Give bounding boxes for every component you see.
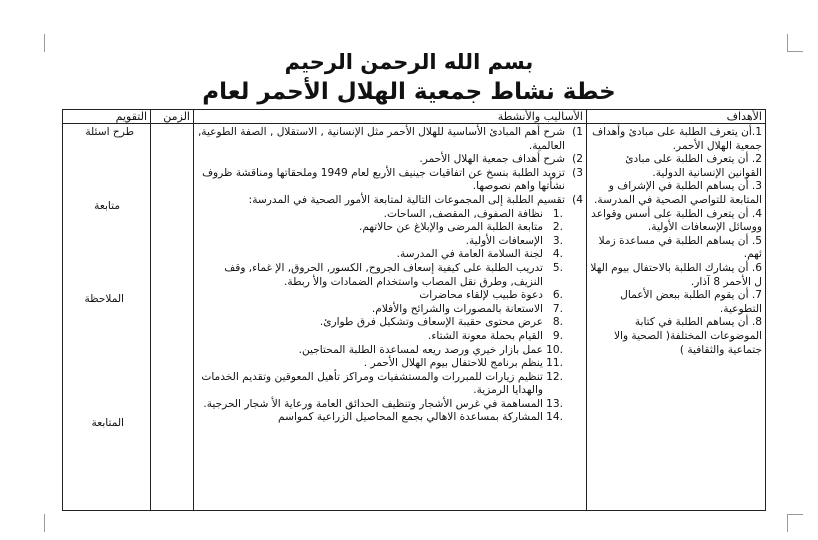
sub-activity-text: دعوة طبيب لإلقاء محاضرات	[419, 289, 543, 302]
activity-number: 3)	[572, 166, 583, 179]
evaluation-cell	[63, 124, 151, 511]
sub-activity-item	[197, 289, 583, 303]
sub-activity-number: .8	[552, 316, 563, 329]
sub-activity-number: .10	[546, 343, 563, 356]
sub-activity-number: .7	[552, 302, 563, 315]
goal-item: 5. أن يساهم الطلبة في مساعدة زملا ئهم.	[598, 234, 762, 261]
sub-activity-text: ينظم برنامج للاحتفال بيوم الهلال الأحمر .	[363, 357, 543, 370]
sub-activity-item	[197, 262, 583, 289]
column-header-evaluation: التقويم	[63, 110, 151, 124]
sub-activity-item	[197, 411, 583, 425]
activity-item	[197, 167, 583, 194]
column-header-methods: الأساليب والأنشطة	[194, 110, 587, 124]
activity-text: شرح أهم المبادئ الأساسية للهلال الأحمر مثل الإنسانية , الاستقلال , الصفة الطوعية, العالمية.	[197, 126, 565, 152]
plan-title: خطة نشاط جمعية الهلال الأحمر لعام	[202, 79, 616, 105]
goal-item: 1.أن يتعرف الطلبة على مبادئ وأهداف جمعية الهلال الأحمر.	[592, 126, 762, 152]
sub-activity-text: الاستعانة بالمصورات والشرائح والأفلام.	[371, 302, 543, 315]
sub-activity-text: القيام بحملة معونة الشتاء.	[428, 329, 543, 342]
activity-item	[197, 194, 583, 208]
sub-activity-number: .2	[552, 221, 563, 234]
sub-activity-item	[197, 344, 583, 358]
sub-activity-item	[197, 221, 583, 235]
evaluation-item: طرح اسئلة	[85, 126, 134, 138]
sub-activity-item	[197, 371, 583, 398]
sub-activity-number: .3	[552, 234, 563, 247]
sub-activity-text: لجنة السلامة العامة في المدرسة.	[396, 248, 543, 261]
sub-activity-number: .14	[546, 411, 563, 424]
sub-activity-text: متابعة الطلبة المرضى والإبلاغ عن حالاتهم.	[358, 221, 543, 234]
evaluation-item: الملاحظة	[84, 293, 124, 305]
column-header-goals: الأهداف	[587, 110, 766, 124]
goal-item: 4. أن يتعرف الطلبة على أسس وقواعد ووسائل الإسعافات الأولية.	[591, 207, 762, 234]
sub-activity-text: نظافة الصفوف, المقصف, الساحات.	[383, 207, 543, 220]
table-body-row	[63, 124, 766, 511]
sub-activity-number: .1	[552, 207, 563, 220]
goal-item: 6. أن يشارك الطلبة بالاحتفال بيوم الهلا ل الأحمر 8 آذار.	[590, 261, 762, 288]
sub-activity-text: عمل بازار خيري ورصد ريعه لمساعدة الطلبة المحتاجين.	[298, 343, 543, 356]
goal-item: 8. أن يساهم الطلبة في كتابة الموضوعات المختلفة( الصحية والا جتماعية والثقافية )	[613, 316, 762, 356]
activity-text: تقسيم الطلبة إلى المجموعات التالية لمتابعة الأمور الصحية في المدرسة:	[248, 193, 565, 206]
methods-cell	[194, 124, 587, 511]
activity-number: 2)	[572, 153, 583, 166]
time-cell	[151, 124, 194, 511]
crop-mark	[787, 514, 788, 532]
activity-text: شرح أهداف جمعية الهلال الأحمر.	[419, 153, 565, 166]
activity-item	[197, 153, 583, 167]
sub-activity-number: .11	[546, 357, 563, 370]
sub-activity-number: .6	[552, 289, 563, 302]
goal-item: 2. أن يتعرف الطلبة على مبادئ القوانين الإنسانية الدولية.	[625, 153, 762, 179]
activity-number: 4)	[572, 193, 583, 206]
sub-activity-number: .5	[552, 261, 563, 274]
activity-item	[197, 126, 583, 153]
sub-activity-text: المساهمة في غرس الأشجار وتنظيف الحدائق العامة ورعاية الأ شجار الحرجية.	[203, 397, 543, 410]
activity-plan-table	[62, 109, 766, 511]
sub-activity-number: .12	[546, 370, 563, 383]
goal-item: 3. أن يساهم الطلبة في الإشراف و المتابعة للتواصي الصحية في المدرسة.	[594, 180, 762, 206]
sub-activity-number: .4	[552, 248, 563, 261]
basmala-heading: بسم الله الرحمن الرحيم	[284, 50, 534, 74]
column-header-time: الزمن	[151, 110, 194, 124]
sub-activity-item	[197, 357, 583, 371]
sub-activity-item	[197, 398, 583, 412]
sub-activity-text: الإسعافات الأولية.	[465, 234, 543, 247]
crop-mark	[44, 514, 45, 532]
sub-activity-number: .9	[552, 329, 563, 342]
crop-mark	[787, 514, 803, 515]
sub-activity-text: عرض محتوى حقيبة الإسعاف وتشكيل فرق طوارئ.	[319, 316, 543, 329]
sub-activity-item	[197, 235, 583, 249]
sub-activity-item	[197, 248, 583, 262]
sub-activity-text: تدريب الطلبة على كيفية إسعاف الجروح, الكسور, الحروق, الإ غماء, وقف النزيف, وطرق نقل المصاب واستخدام الضمادات والأ ربطة.	[224, 261, 543, 288]
goal-item: 7. أن يقوم الطلبة ببعض الأعمال التطوعية.	[620, 289, 762, 315]
sub-activity-item	[197, 316, 583, 330]
sub-activity-item	[197, 303, 583, 317]
evaluation-item: متابعة	[94, 200, 120, 212]
evaluation-item: المتابعة	[91, 417, 124, 429]
activity-text: تزويد الطلبة بنسخ عن اتفاقيات جينيف الأربع لعام 1949 وملحقاتها ومناقشة ظروف نشأتها واهم نصوصها.	[202, 166, 565, 193]
sub-activity-text: المشاركة بمساعدة الاهالي بجمع المحاصيل الزراعية كمواسم	[278, 411, 543, 424]
activity-number: 1)	[572, 126, 583, 138]
table-header-row	[63, 110, 766, 124]
sub-activity-item	[197, 208, 583, 222]
sub-activity-item	[197, 330, 583, 344]
goals-cell	[587, 124, 766, 511]
sub-activity-text: تنظيم زيارات للمبررات والمستشفيات ومراكز تأهيل المعوقين وتقديم الخدمات والهدايا الرمزية.	[201, 370, 543, 397]
sub-activity-number: .13	[546, 397, 563, 410]
